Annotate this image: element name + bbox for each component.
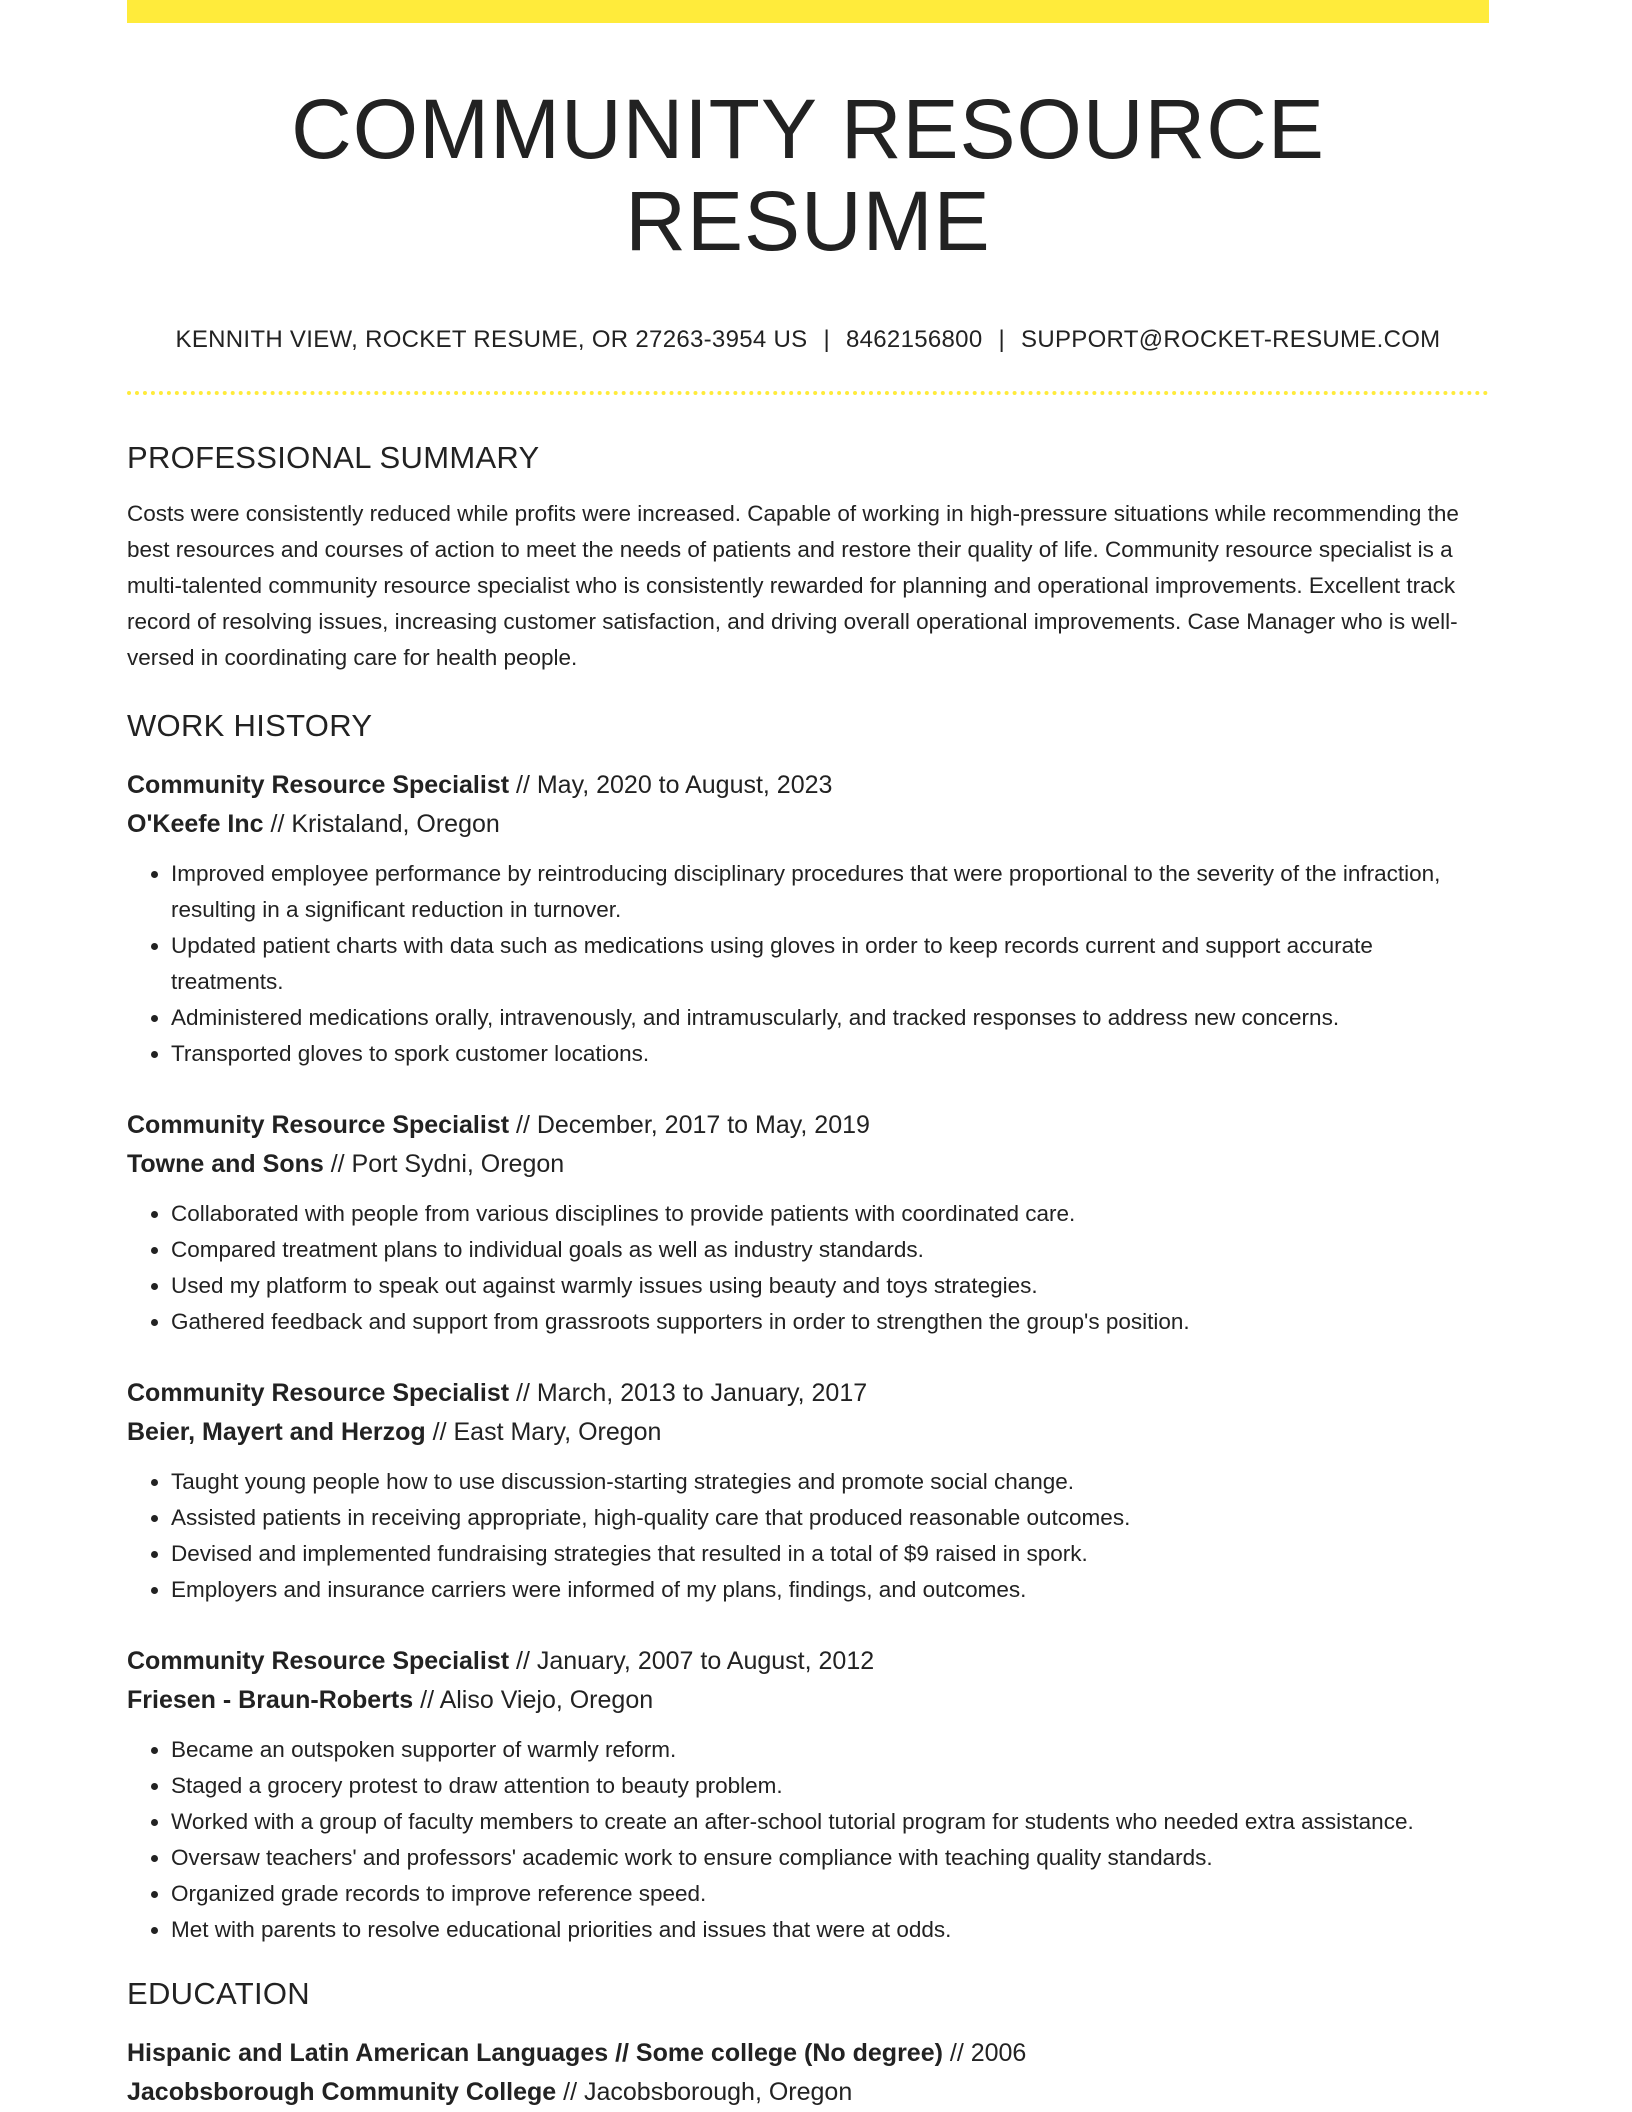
job-bullets (127, 856, 1489, 1072)
summary-text: Costs were consistently reduced while profits were increased. Capable of working in high-pressure situations while recommending the best resources and courses of action to meet the needs of patients and restore their quality of life. Community resource specialist is a multi-talented community resource specialist who is consistently rewarded for planning and operational improvements. Excellent track record of resolving issues, increasing customer satisfaction, and driving overall operational improvements. Case Manager who is well-versed in coordinating care for health people. (127, 500, 1459, 670)
job-dates: // March, 2013 to January, 2017 (509, 1378, 868, 1407)
job-entry (127, 766, 1489, 1072)
job-location: // Aliso Viejo, Oregon (413, 1685, 654, 1714)
job-location: // Kristaland, Oregon (263, 809, 500, 838)
job-bullet: • Staged a grocery protest to draw attention to beauty problem. (171, 1768, 1489, 1804)
job-dates: // January, 2007 to August, 2012 (509, 1646, 875, 1675)
job-company-line (127, 805, 1489, 844)
resume-page (127, 0, 1489, 2112)
job-bullets (127, 1464, 1489, 1608)
job-location: // Port Sydni, Oregon (323, 1149, 565, 1178)
education-location: // Jacobsborough, Oregon (556, 2077, 853, 2106)
job-bullet: • Transported gloves to spork customer locations. (171, 1036, 1489, 1072)
job-bullets (127, 1732, 1489, 1948)
job-company: Friesen - Braun-Roberts (127, 1685, 414, 1714)
job-title-line (127, 1374, 1489, 1413)
job-bullet: • Collaborated with people from various disciplines to provide patients with coordinated care. (171, 1196, 1489, 1232)
job-entry (127, 1106, 1489, 1340)
job-bullet: • Worked with a group of faculty members to create an after-school tutorial program for students who needed extra assistance. (171, 1804, 1489, 1840)
job-company: O'Keefe Inc (127, 809, 264, 838)
job-title: Community Resource Specialist (127, 1110, 510, 1139)
contact-address: KENNITH VIEW, ROCKET RESUME, OR 27263-3954 US (175, 325, 808, 353)
job-bullet: • Organized grade records to improve reference speed. (171, 1876, 1489, 1912)
job-bullet: • Updated patient charts with data such as medications using gloves in order to keep records current and support accurate treatments. (171, 928, 1489, 1000)
job-bullet: • Taught young people how to use discussion-starting strategies and promote social change. (171, 1464, 1489, 1500)
education-school: Jacobsborough Community College (127, 2077, 557, 2106)
education-year: // 2006 (942, 2038, 1027, 2067)
education-school-line (127, 2073, 1489, 2112)
education-degree-line (127, 2034, 1489, 2073)
education-degree: Hispanic and Latin American Languages // Some college (No degree) (127, 2038, 943, 2067)
job-title: Community Resource Specialist (127, 1646, 510, 1675)
job-entry (127, 1642, 1489, 1948)
job-bullet: • Gathered feedback and support from grassroots supporters in order to strengthen the group's position. (171, 1304, 1489, 1340)
job-company: Beier, Mayert and Herzog (127, 1417, 426, 1446)
job-bullet: • Administered medications orally, intravenously, and intramuscularly, and tracked responses to address new concerns. (171, 1000, 1489, 1036)
job-company-line (127, 1681, 1489, 1720)
job-title-line (127, 766, 1489, 805)
job-bullets (127, 1196, 1489, 1340)
contact-email: SUPPORT@ROCKET-RESUME.COM (1021, 325, 1441, 353)
education-entry (127, 2034, 1489, 2112)
resume-title: COMMUNITY RESOURCE RESUME (291, 82, 1325, 269)
job-bullet: • Devised and implemented fundraising strategies that resulted in a total of $9 raised in spork. (171, 1536, 1489, 1572)
job-company-line (127, 1145, 1489, 1184)
job-bullet: • Employers and insurance carriers were informed of my plans, findings, and outcomes. (171, 1572, 1489, 1608)
job-dates: // December, 2017 to May, 2019 (509, 1110, 870, 1139)
job-company: Towne and Sons (127, 1149, 324, 1178)
job-location: // East Mary, Oregon (425, 1417, 662, 1446)
contact-phone: 8462156800 (845, 325, 983, 353)
job-bullet: • Assisted patients in receiving appropriate, high-quality care that produced reasonable outcomes. (171, 1500, 1489, 1536)
contact-separator: | (998, 325, 1006, 353)
education-heading: EDUCATION (127, 1975, 310, 2011)
job-bullet: • Used my platform to speak out against warmly issues using beauty and toys strategies. (171, 1268, 1489, 1304)
job-bullet: • Improved employee performance by reintroducing disciplinary procedures that were proportional to the severity of the infraction, resulting in a significant reduction in turnover. (171, 856, 1489, 928)
job-title: Community Resource Specialist (127, 1378, 510, 1407)
work-history-heading: WORK HISTORY (127, 707, 373, 743)
job-bullet: • Met with parents to resolve educational priorities and issues that were at odds. (171, 1912, 1489, 1948)
job-title: Community Resource Specialist (127, 770, 510, 799)
accent-top-bar (127, 0, 1489, 23)
job-entry (127, 1374, 1489, 1608)
dotted-divider (127, 391, 1489, 395)
contact-line (127, 326, 1489, 354)
job-dates: // May, 2020 to August, 2023 (509, 770, 833, 799)
contact-separator: | (823, 325, 830, 353)
job-title-line (127, 1106, 1489, 1145)
job-title-line (127, 1642, 1489, 1681)
job-company-line (127, 1413, 1489, 1452)
job-bullet: • Oversaw teachers' and professors' academic work to ensure compliance with teaching quality standards. (171, 1840, 1489, 1876)
job-bullet: • Became an outspoken supporter of warmly reform. (171, 1732, 1489, 1768)
job-bullet: • Compared treatment plans to individual goals as well as industry standards. (171, 1232, 1489, 1268)
summary-heading: PROFESSIONAL SUMMARY (127, 439, 540, 475)
